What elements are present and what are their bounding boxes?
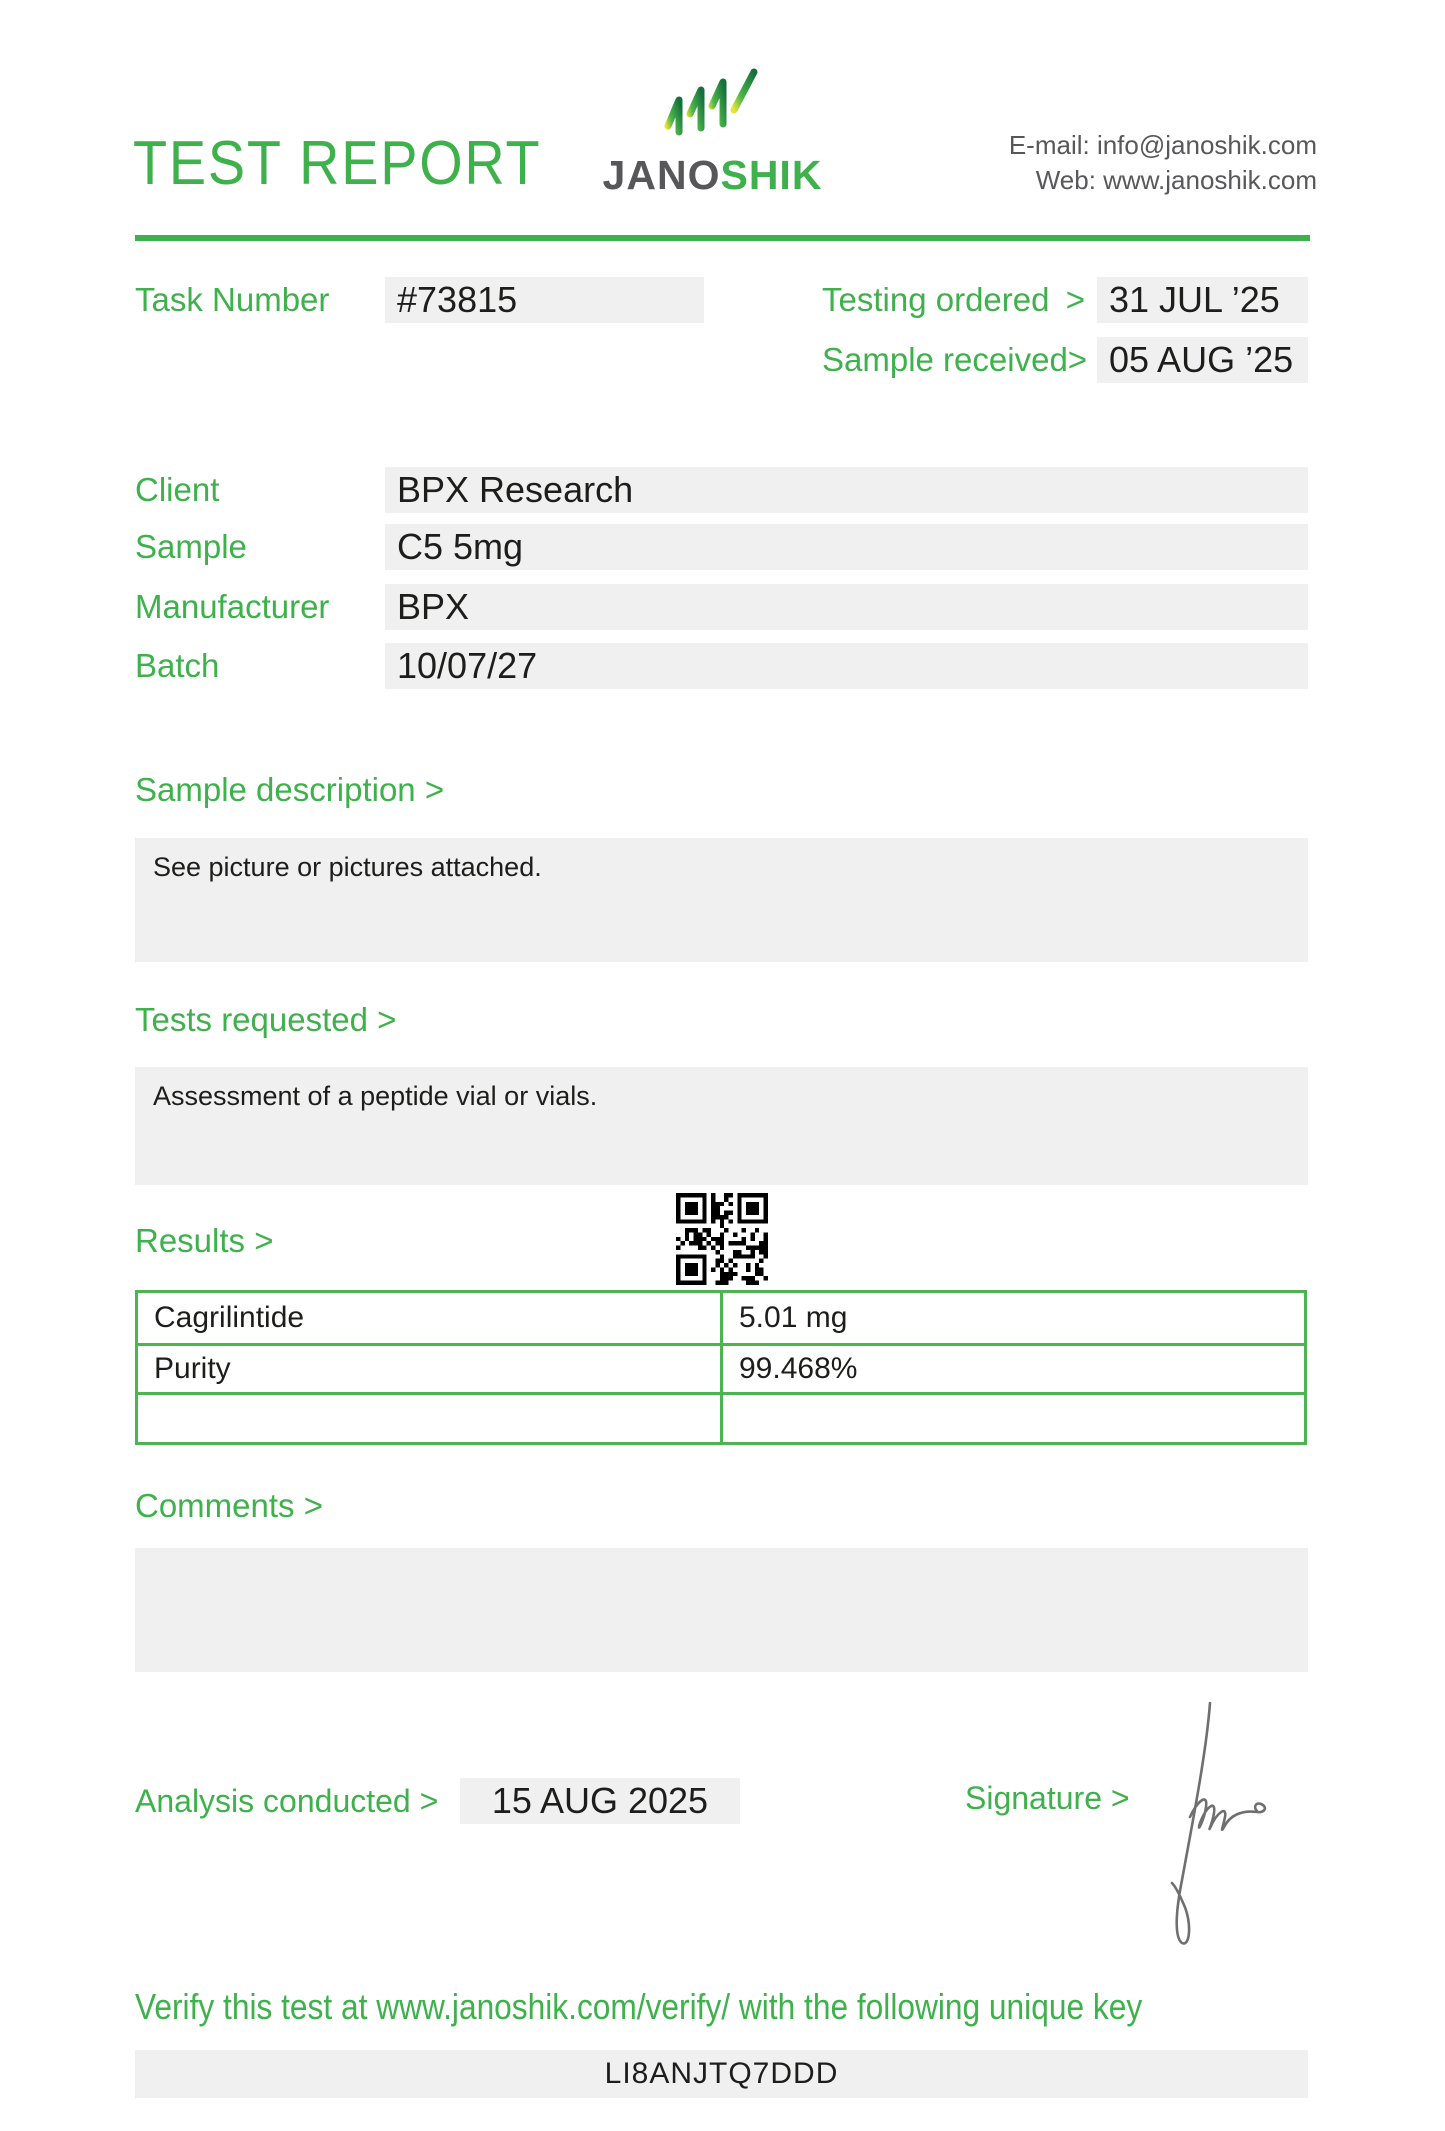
client-label: Client xyxy=(135,471,220,508)
signature-image xyxy=(1160,1695,1275,1963)
testing-ordered-text: Testing ordered xyxy=(822,281,1050,318)
sample-received-text: Sample received xyxy=(822,341,1068,378)
qr-code xyxy=(676,1193,768,1285)
sample-description-text: See picture or pictures attached. xyxy=(153,852,542,882)
manufacturer-value: BPX xyxy=(385,584,1308,630)
testing-ordered-arrow: > xyxy=(1065,281,1085,318)
analysis-conducted-label: Analysis conducted > xyxy=(135,1783,439,1819)
results-table xyxy=(135,1290,1307,1445)
manufacturer-label: Manufacturer xyxy=(135,588,330,625)
result-row-1-value: 5.01 mg xyxy=(739,1300,848,1334)
logo-shik: SHIK xyxy=(720,152,823,198)
sample-value: C5 5mg xyxy=(385,524,1308,570)
tests-requested-box xyxy=(135,1067,1308,1185)
testing-ordered-label xyxy=(822,277,1085,323)
client-value: BPX Research xyxy=(385,467,1308,513)
janoshik-logo-text xyxy=(595,152,830,199)
contact-email: E-mail: info@janoshik.com xyxy=(1008,130,1317,160)
sample-description-heading: Sample description > xyxy=(135,771,445,808)
result-row-1-name: Cagrilintide xyxy=(138,1293,723,1343)
logo-jano: JANO xyxy=(602,152,721,198)
report-title: TEST REPORT xyxy=(133,129,542,198)
result-row-3-value xyxy=(723,1392,1304,1442)
batch-value: 10/07/27 xyxy=(385,643,1308,689)
signature-label: Signature > xyxy=(965,1780,1130,1816)
sample-received-value: 05 AUG ’25 xyxy=(1097,337,1308,383)
task-number-value: #73815 xyxy=(385,277,704,323)
header-divider xyxy=(135,235,1310,241)
janoshik-logo-icon xyxy=(660,64,764,154)
verify-instruction: Verify this test at www.janoshik.com/verify/ with the following unique key xyxy=(135,1986,1143,2027)
sample-received-arrow: > xyxy=(1067,341,1088,378)
comments-box xyxy=(135,1548,1308,1672)
sample-label: Sample xyxy=(135,528,247,565)
sample-description-box xyxy=(135,838,1308,962)
contact-block xyxy=(1009,128,1317,198)
comments-heading: Comments > xyxy=(135,1487,323,1524)
contact-web: Web: www.janoshik.com xyxy=(1035,165,1317,195)
batch-label: Batch xyxy=(135,647,220,684)
analysis-conducted-value: 15 AUG 2025 xyxy=(460,1778,740,1824)
unique-key-value: LI8ANJTQ7DDD xyxy=(135,2050,1308,2098)
result-row-2-value: 99.468% xyxy=(723,1343,1304,1393)
tests-requested-text: Assessment of a peptide vial or vials. xyxy=(153,1081,598,1111)
tests-requested-heading: Tests requested > xyxy=(135,1001,397,1038)
results-heading: Results > xyxy=(135,1222,274,1259)
task-number-label: Task Number xyxy=(135,281,330,318)
result-row-3-name xyxy=(138,1392,723,1442)
testing-ordered-value: 31 JUL ’25 xyxy=(1097,277,1308,323)
result-row-2-name: Purity xyxy=(138,1343,723,1393)
sample-received-label xyxy=(822,337,1088,383)
